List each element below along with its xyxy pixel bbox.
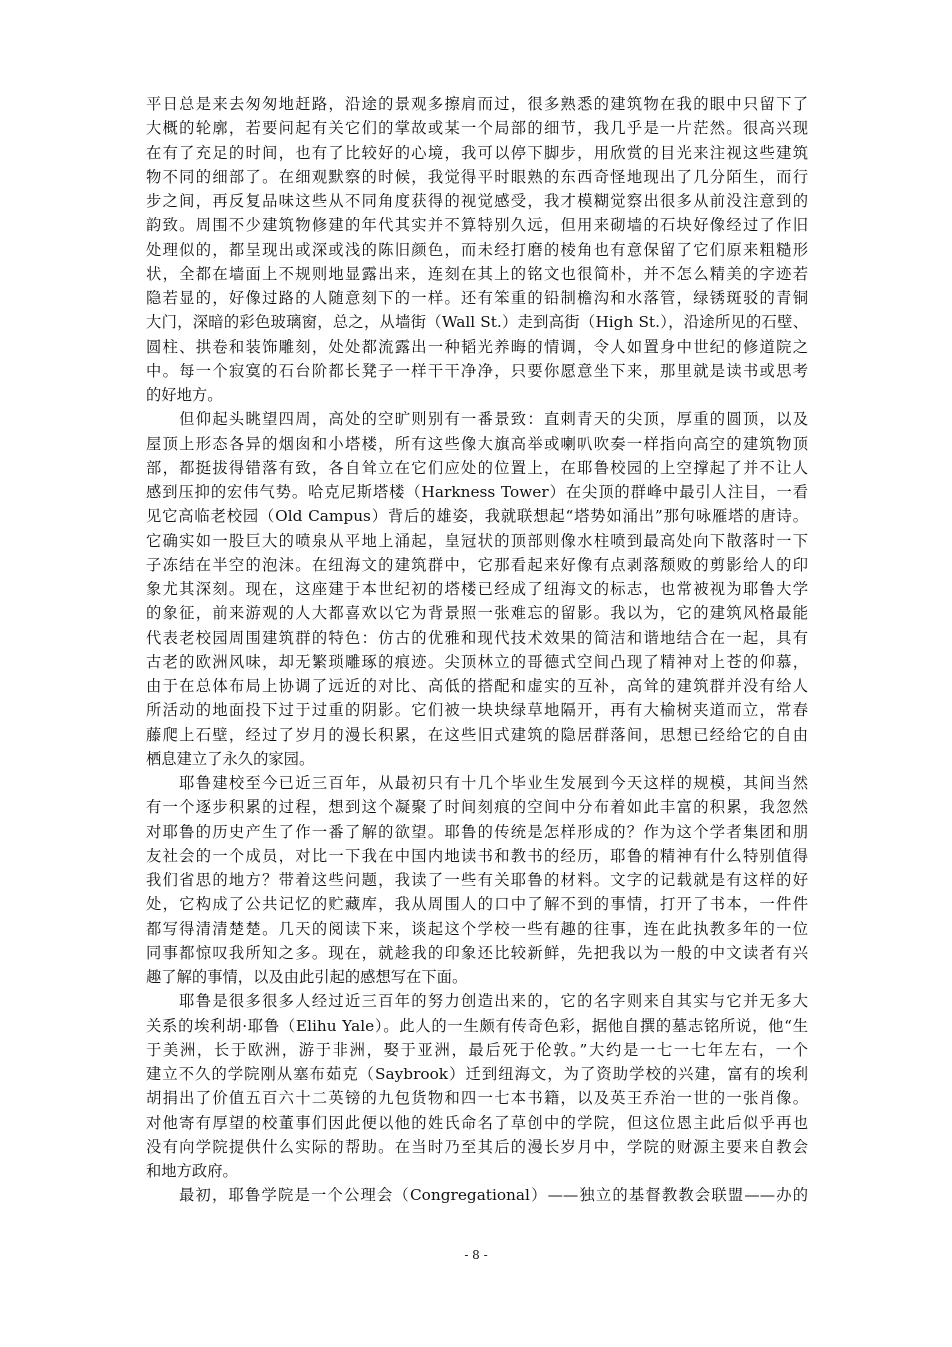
text-line: 但仰起头眺望四周，高处的空旷则别有一番景致：直刺青天的尖顶，厚重的圆顶，以及 [146, 410, 808, 429]
text-line: 它确实如一股巨大的喷泉从平地上涌起，皇冠状的顶部则像水柱喷到最高处向下散落时一下 [146, 531, 808, 550]
text-line: 古老的欧洲风味，却无繁琐雕琢的痕迹。尖顶林立的哥德式空间凸现了精神对上苍的仰慕， [146, 652, 808, 671]
text-line: 于美洲，长于欧洲，游于非洲，娶于亚洲，最后死于伦敦。”大约是一七一七年左右，一个 [146, 1040, 808, 1059]
text-line: 由于在总体布局上协调了远近的对比、高低的搭配和虚实的互补，高耸的建筑群并没有给人 [146, 677, 808, 695]
text-line: 友社会的一个成员，对比一下我在中国内地读书和教书的经历，耶鲁的精神有什么特别值得 [146, 846, 808, 865]
text-line: 耶鲁是很多很多人经过近三百年的努力创造出来的，它的名字则来自其实与它并无多大 [146, 992, 808, 1011]
text-line: 代表老校园周围建筑群的特色：仿古的优雅和现代技术效果的简洁和谐地结合在一起，具有 [146, 628, 808, 647]
text-line: 栖息建立了永久的家园。 [146, 749, 315, 768]
text-line: 藤爬上石壁，经过了岁月的漫长积累，在这些旧式建筑的隐居群落间，思想已经给它的自由 [146, 725, 808, 744]
text-line: 大门，深暗的彩色玻璃窗，总之，从墙街（Wall St.）走到高街（High St.），沿途所见的石壁、 [146, 313, 808, 332]
text-line: 我们省思的地方？带着这些问题，我读了一些有关耶鲁的材料。文字的记载就是有这样的好 [146, 871, 808, 889]
body-text [146, 92, 808, 1208]
text-line: 都写得清清楚楚。几天的阅读下来，谈起这个学校一些有趣的往事，连在此执教多年的一位 [146, 919, 808, 938]
text-line: 见它高临老校园（Old Campus）背后的雄姿，我就联想起“塔势如涌出”那句咏雁塔的唐诗。 [146, 507, 808, 526]
text-line: 和地方政府。 [146, 1162, 238, 1180]
text-line: 状，全都在墙面上不规则地显露出来，连刻在其上的铭文也很简朴，并不怎么精美的字迹若 [146, 264, 808, 283]
text-line: 中。每一个寂寞的石台阶都长凳子一样干干净净，只要你愿意坐下来，那里就是读书或思考 [146, 361, 808, 380]
text-line: 对耶鲁的历史产生了作一番了解的欲望。耶鲁的传统是怎样形成的？作为这个学者集团和朋 [146, 822, 808, 841]
text-line: 象尤其深刻。现在，这座建于本世纪初的塔楼已经成了纽海文的标志，也常被视为耶鲁大学 [146, 580, 808, 598]
text-line: 步之间，再反复品味这些从不同角度获得的视觉感受，我才模糊觉察出很多从前没注意到的 [146, 192, 808, 210]
text-line: 处理似的，都呈现出或深或浅的陈旧颜色，而未经打磨的棱角也有意保留了它们原来粗糙形 [146, 240, 808, 259]
text-line: 部，都挺拔得错落有致，各自耸立在它们应处的位置上，在耶鲁校园的上空撑起了并不让人 [146, 458, 808, 477]
text-line: 的好地方。 [146, 386, 223, 404]
text-line: 屋顶上形态各异的烟囱和小塔楼，所有这些像大旗高举或喇叭吹奏一样指向高空的建筑物顶 [146, 434, 808, 453]
text-line: 同事都惊叹我所知之多。现在，就趁我的印象还比较新鲜，先把我以为一般的中文读者有兴 [146, 943, 808, 962]
text-line: 韵致。周围不少建筑物修建的年代其实并不算特别久远，但用来砌墙的石块好像经过了作旧 [146, 216, 808, 235]
paragraph-1 [146, 92, 808, 407]
page-number: - 8 - [464, 1248, 488, 1262]
text-line: 没有向学院提供什么实际的帮助。在当时乃至其后的漫长岁月中，学院的财源主要来自教会 [146, 1137, 808, 1156]
text-line: 有一个逐步积累的过程，想到这个凝聚了时间刻痕的空间中分布着如此丰富的积累，我忽然 [146, 798, 808, 817]
text-line: 圆柱、拱卷和装饰雕刻，处处都流露出一种韬光养晦的情调，令人如置身中世纪的修道院之 [146, 337, 808, 356]
text-line: 在有了充足的时间，也有了比较好的心境，我可以停下脚步，用欣赏的目光来注视这些建筑 [146, 143, 808, 162]
text-line: 对他寄有厚望的校董事们因此便以他的姓氏命名了草创中的学院，但这位恩主此后似乎再也 [146, 1113, 808, 1132]
text-line: 隐若显的，好像过路的人随意刻下的一样。还有笨重的铅制檐沟和水落管，绿锈斑驳的青铜 [146, 289, 808, 307]
text-line: 平日总是来去匆匆地赶路，沿途的景观多擦肩而过，很多熟悉的建筑物在我的眼中只留下了 [146, 95, 808, 113]
text-line: 感到压抑的宏伟气势。哈克尼斯塔楼（Harkness Tower）在尖顶的群峰中最引人注目，一看 [146, 483, 808, 501]
paragraph-2 [146, 407, 808, 771]
text-line: 建立不久的学院刚从塞布茹克（Saybrook）迁到纽海文，为了资助学校的兴建，富有的埃利 [146, 1065, 808, 1083]
text-line: 大概的轮廓，若要问起有关它们的掌故或某一个局部的细节，我几乎是一片茫然。很高兴现 [146, 119, 808, 138]
text-line: 所活动的地面投下过于过重的阴影。它们被一块块绿草地隔开，再有大榆树夹道而立，常春 [146, 701, 808, 720]
text-line: 最初，耶鲁学院是一个公理会（Congregational）——独立的基督教教会联盟——办的 [146, 1186, 808, 1205]
text-line: 物不同的细部了。在细观默察的时候，我觉得平时眼熟的东西奇怪地现出了几分陌生，而行 [146, 167, 808, 186]
text-line: 子冻结在半空的泡沫。在纽海文的建筑群中，它那看起来好像有点剥落颓败的剪影给人的印 [146, 555, 808, 574]
text-line: 耶鲁建校至今已近三百年，从最初只有十几个毕业生发展到今天这样的规模，其间当然 [146, 774, 808, 792]
text-line: 趣了解的事情，以及由此引起的感想写在下面。 [146, 968, 468, 986]
paragraph-3 [146, 771, 808, 989]
text-line: 处，它构成了公共记忆的贮藏库，我从周围人的口中了解不到的事情，打开了书本，一件件 [146, 895, 808, 914]
paragraph-4 [146, 989, 808, 1183]
text-line: 关系的埃利胡·耶鲁（Elihu Yale）。此人的一生颇有传奇色彩，据他自撰的墓志铭所说，他“生 [146, 1016, 808, 1035]
paragraph-5 [146, 1183, 808, 1207]
text-line: 胡捐出了价值五百六十二英镑的九包货物和四一七本书籍，以及英王乔治一世的一张肖像。 [146, 1089, 808, 1108]
text-line: 的象征，前来游观的人大都喜欢以它为背景照一张难忘的留影。我以为，它的建筑风格最能 [146, 604, 808, 623]
